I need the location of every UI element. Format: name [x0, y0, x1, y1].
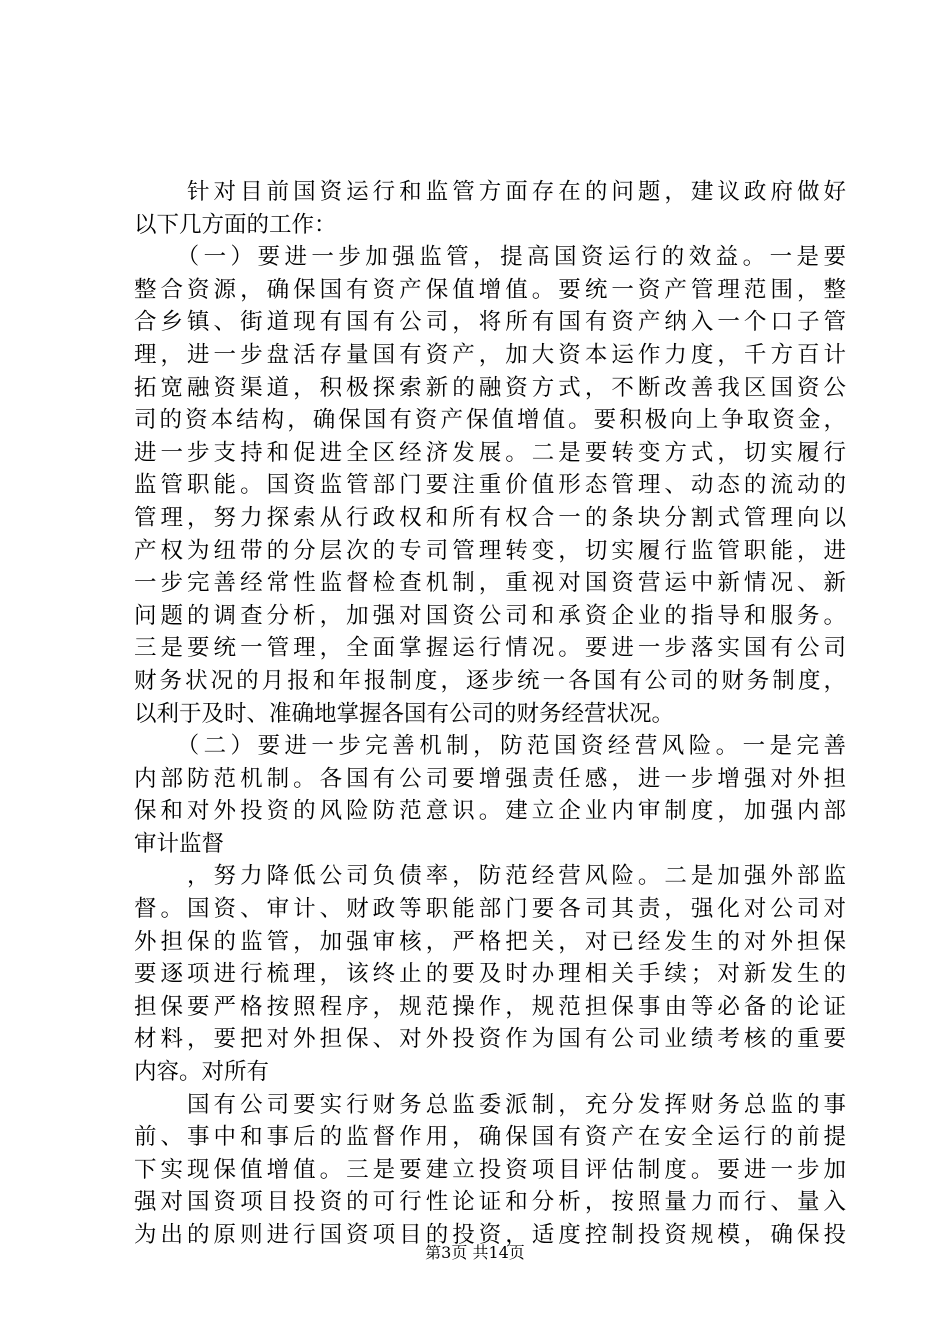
- text-line: 理，进一步盘活存量国有资产，加大资本运作力度，千方百计: [134, 341, 846, 368]
- text-line: （一）要进一步加强监管，提高国资运行的效益。一是要: [134, 244, 846, 271]
- text-line: 合乡镇、街道现有国有公司，将所有国有资产纳入一个口子管: [134, 309, 846, 336]
- text-line: 进一步支持和促进全区经济发展。二是要转变方式，切实履行: [134, 439, 846, 466]
- text-line: 为出的原则进行国资项目的投资，适度控制投资规模，确保投: [134, 1222, 846, 1248]
- text-line: 整合资源，确保国有资产保值增值。要统一资产管理范围，整: [134, 276, 846, 303]
- text-line: 以下几方面的工作：: [134, 211, 337, 238]
- text-line: 财务状况的月报和年报制度，逐步统一各国有公司的财务制度，: [134, 667, 846, 694]
- text-line: 管理，努力探索从行政权和所有权合一的条块分割式管理向以: [134, 504, 846, 531]
- text-line: （二）要进一步完善机制，防范国资经营风险。一是完善: [134, 733, 846, 760]
- text-line: 下实现保值增值。三是要建立投资项目评估制度。要进一步加: [134, 1156, 846, 1183]
- text-line: 一步完善经常性监督检查机制，重视对国资营运中新情况、新: [134, 570, 846, 597]
- text-line: 材料，要把对外担保、对外投资作为国有公司业绩考核的重要: [134, 1026, 846, 1053]
- text-line: 国有公司要实行财务总监委派制，充分发挥财务总监的事: [134, 1091, 846, 1118]
- text-line: 担保要严格按照程序，规范操作，规范担保事由等必备的论证: [134, 993, 846, 1020]
- text-line: 督。国资、审计、财政等职能部门要各司其责，强化对公司对: [134, 896, 846, 923]
- text-line: 外担保的监管，加强审核，严格把关，对已经发生的对外担保: [134, 928, 846, 955]
- text-line: 监管职能。国资监管部门要注重价值形态管理、动态的流动的: [134, 472, 846, 499]
- text-line: 针对目前国资运行和监管方面存在的问题，建议政府做好: [134, 179, 846, 205]
- text-line: 内部防范机制。各国有公司要增强责任感，进一步增强对外担: [134, 765, 846, 792]
- text-line: 保和对外投资的风险防范意识。建立企业内审制度，加强内部: [134, 798, 846, 825]
- text-line: 强对国资项目投资的可行性论证和分析，按照量力而行、量入: [134, 1189, 846, 1216]
- text-line: 三是要统一管理，全面掌握运行情况。要进一步落实国有公司: [134, 635, 846, 662]
- text-line: 问题的调查分析，加强对国资公司和承资企业的指导和服务。: [134, 602, 846, 629]
- text-line: 产权为纽带的分层次的专司管理转变，切实履行监管职能，进: [134, 537, 846, 564]
- text-line: 前、事中和事后的监督作用，确保国有资产在安全运行的前提: [134, 1124, 846, 1151]
- page-number-footer: 第3页 共14页: [425, 1243, 525, 1262]
- text-line: 审计监督: [134, 830, 225, 857]
- text-line: 司的资本结构，确保国有资产保值增值。要积极向上争取资金，: [134, 407, 846, 434]
- text-line: ，努力降低公司负债率，防范经营风险。二是加强外部监: [134, 863, 846, 890]
- document-body: [134, 176, 846, 1252]
- text-line: 要逐项进行梳理，该终止的要及时办理相关手续；对新发生的: [134, 961, 846, 988]
- text-line: 拓宽融资渠道，积极探索新的融资方式，不断改善我区国资公: [134, 374, 846, 401]
- text-line: 内容。对所有: [134, 1059, 270, 1086]
- text-line: 以利于及时、准确地掌握各国有公司的财务经营状况。: [134, 700, 675, 727]
